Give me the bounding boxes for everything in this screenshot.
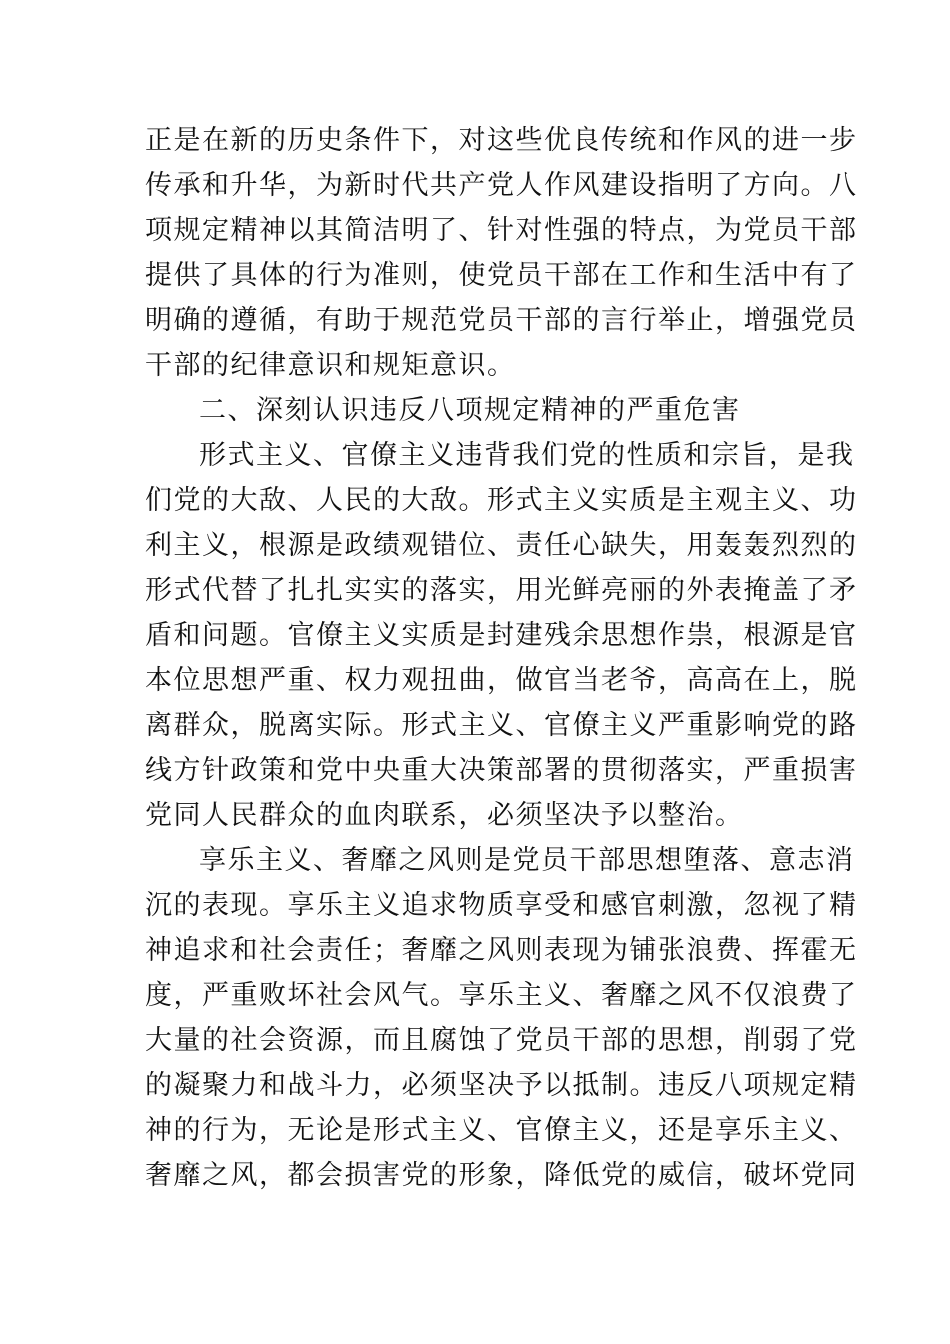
text-line: 线方针政策和党中央重大决策部署的贯彻落实，严重损害: [145, 755, 858, 786]
text-line: 提供了具体的行为准则，使党员干部在工作和生活中有了: [145, 260, 858, 291]
text-line: 正是在新的历史条件下，对这些优良传统和作风的进一步: [145, 125, 858, 156]
text-line: 离群众，脱离实际。形式主义、官僚主义严重影响党的路: [145, 710, 858, 741]
text-line: 度，严重败坏社会风气。享乐主义、奢靡之风不仅浪费了: [145, 980, 858, 1011]
text-line: 奢靡之风，都会损害党的形象，降低党的威信，破坏党同: [145, 1160, 858, 1191]
text-line: 利主义，根源是政绩观错位、责任心缺失，用轰轰烈烈的: [145, 530, 858, 561]
section-heading: 二、深刻认识违反八项规定精神的严重危害: [199, 395, 741, 426]
text-line: 明确的遵循，有助于规范党员干部的言行举止，增强党员: [145, 305, 858, 336]
text-line: 神追求和社会责任；奢靡之风则表现为铺张浪费、挥霍无: [145, 935, 858, 966]
document-page: [145, 118, 858, 1198]
text-line: 们党的大敌、人民的大敌。形式主义实质是主观主义、功: [145, 485, 858, 516]
text-line: 形式代替了扎扎实实的落实，用光鲜亮丽的外表掩盖了矛: [145, 575, 858, 606]
text-line: 党同人民群众的血肉联系，必须坚决予以整治。: [145, 800, 744, 831]
text-line: 大量的社会资源，而且腐蚀了党员干部的思想，削弱了党: [145, 1025, 858, 1056]
text-line: 盾和问题。官僚主义实质是封建残余思想作祟，根源是官: [145, 620, 858, 651]
text-line: 本位思想严重、权力观扭曲，做官当老爷，高高在上，脱: [145, 665, 858, 696]
text-line: 神的行为，无论是形式主义、官僚主义，还是享乐主义、: [145, 1115, 858, 1146]
text-line: 项规定精神以其简洁明了、针对性强的特点，为党员干部: [145, 215, 858, 246]
text-line: 干部的纪律意识和规矩意识。: [145, 350, 516, 381]
paragraph-start: 享乐主义、奢靡之风则是党员干部思想堕落、意志消: [199, 845, 855, 876]
text-line: 沉的表现。享乐主义追求物质享受和感官刺激，忽视了精: [145, 890, 858, 921]
text-line: 传承和升华，为新时代共产党人作风建设指明了方向。八: [145, 170, 858, 201]
text-line: 的凝聚力和战斗力，必须坚决予以抵制。违反八项规定精: [145, 1070, 858, 1101]
paragraph-start: 形式主义、官僚主义违背我们党的性质和宗旨，是我: [199, 440, 855, 471]
